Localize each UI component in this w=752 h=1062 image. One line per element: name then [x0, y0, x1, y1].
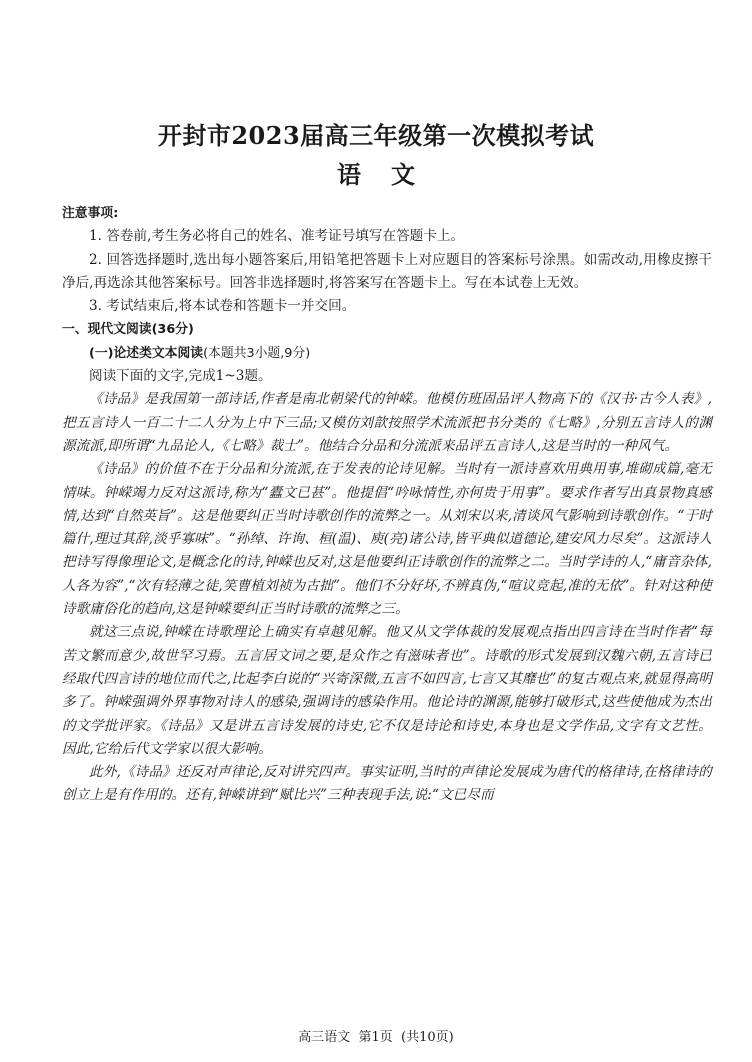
notes-heading: 注意事项: [62, 206, 119, 221]
subsection-heading [62, 342, 712, 365]
section-heading: 一、现代文阅读(36分) [62, 322, 194, 338]
note-item: 1. 答卷前,考生务必将自己的姓名、准考证号填写在答题卡上。 [89, 228, 465, 245]
subsection-title: (一)论述类文本阅读 [89, 345, 204, 361]
reading-instruction: 阅读下面的文字,完成1~3题。 [89, 368, 272, 385]
exam-body [62, 202, 712, 808]
exam-title: 开封市2023届高三年级第一次模拟考试 [157, 121, 595, 150]
page-footer: 高三语文 第1页 (共10页) [298, 1030, 454, 1045]
article-paragraph: 《诗品》的价值不在于分品和分流派,在于发表的论诗见解。当时有一派诗喜欢用典用事,堆砌成篇,毫无情味。钟嵘竭力反对这派诗,称为“蠹文已甚”。他提倡“吟咏情性,亦何贵于用事”。要求作者写出真景物真感情,达到“自然英旨”。这是他要纠正当时诗歌创作的流弊之一。从刘宋以来,清谈风气影响到诗歌创作。“于时篇什,理过其辞,淡乎寡味”。“孙绰、许询、桓(温)、庾(亮)诸公诗,皆平典似道德论,建安风力尽矣”。这派诗人把诗写得像理论文,是概念化的诗,钟嵘也反对,这是他要纠正诗歌创作的流弊之二。当时学诗的人,“庸音杂体,人各为容”,“次有轻薄之徒,笑曹植刘祯为古拙”。他们不分好坏,不辨真伪,“喧议竞起,准的无依”。针对这种使诗歌庸俗化的趋向,这是钟嵘要纠正当时诗歌的流弊之三。 [62, 461, 712, 618]
note-item: 2. 回答选择题时,选出每小题答案后,用铅笔把答题卡上对应题目的答案标号涂黑。如需改动,用橡皮擦干净后,再选涂其他答案标号。回答非选择题时,将答案写在答题卡上。写在本试卷上无效。 [62, 251, 712, 291]
note-item: 3. 考试结束后,将本试卷和答题卡一并交回。 [89, 298, 356, 315]
subsection-detail: (本题共3小题,9分) [203, 345, 311, 361]
article-paragraph: 就这三点说,钟嵘在诗歌理论上确实有卓越见解。他又从文学体裁的发展观点指出四言诗在当时作者“每苦文繁而意少,故世罕习焉。五言居文词之要,是众作之有滋味者也”。诗歌的形式发展到汉魏六朝,五言诗已经取代四言诗的地位而代之,比起李白说的“兴寄深微,五言不如四言,七言又其靡也”的复古观点来,就显得高明多了。钟嵘强调外界事物对诗人的感染,强调诗的感染作用。他论诗的渊源,能够打破形式,这些使他成为杰出的文学批评家。《诗品》又是讲五言诗发展的诗史,它不仅是诗论和诗史,本身也是文学作品,文字有文艺性。因此,它给后代文学家以很大影响。 [62, 624, 712, 757]
article-paragraph: 《诗品》是我国第一部诗话,作者是南北朝梁代的钟嵘。他模仿班固品评人物高下的《汉书·古今人表》,把五言诗人一百二十二人分为上中下三品;又模仿刘歆按照学术流派把书分类的《七略》,分别五言诗人的渊源流派,即所谓“九品论人,《七略》裁士”。他结合分品和分流派来品评五言诗人,这是当时的一种风气。 [62, 391, 712, 454]
article-paragraph: 此外,《诗品》还反对声律论,反对讲究四声。事实证明,当时的声律论发展成为唐代的格律诗,在格律诗的创立上是有作用的。还有,钟嵘讲到“赋比兴”三种表现手法,说:“文已尽而 [62, 764, 712, 804]
subject-title: 语文 [337, 160, 445, 189]
